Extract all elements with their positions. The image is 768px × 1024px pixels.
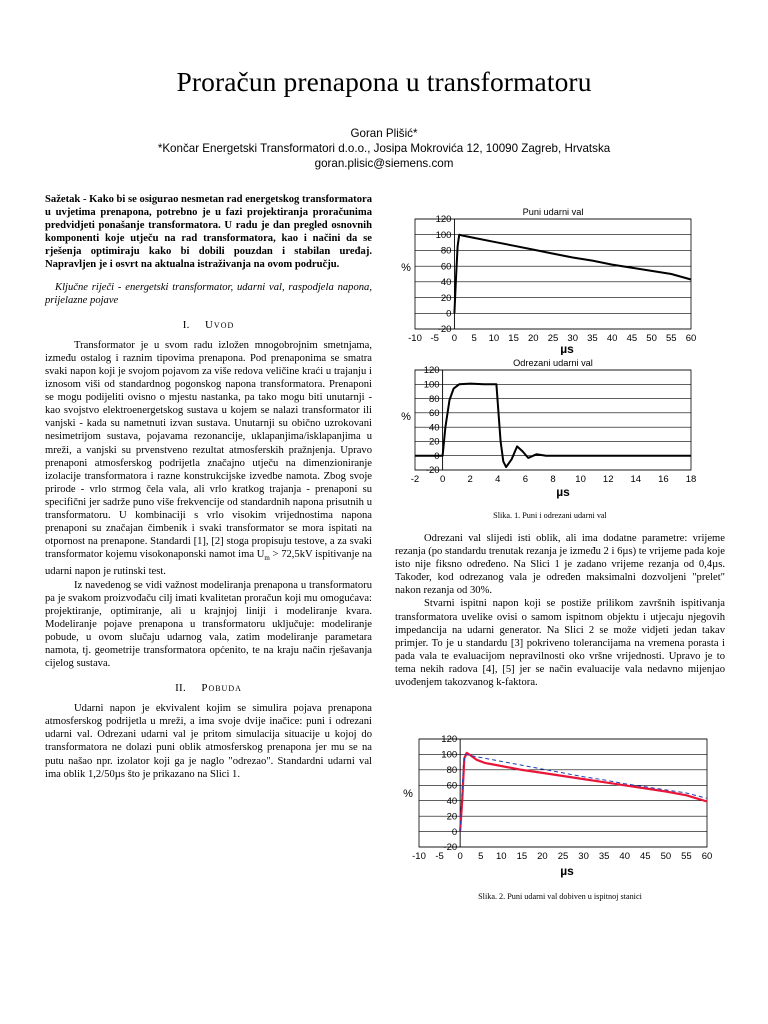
x-tick-label: 35 — [587, 333, 598, 344]
y-tick-label: 120 — [441, 734, 458, 746]
x-tick-label: 10 — [488, 333, 500, 344]
section-number: II. — [175, 682, 187, 695]
y-tick-label: 60 — [440, 261, 452, 273]
author-block — [0, 126, 768, 171]
x-tick-label: 12 — [602, 474, 614, 485]
chart-title: Odrezani udarni val — [513, 358, 593, 368]
y-tick-label: 20 — [429, 436, 440, 448]
section-number: I. — [182, 318, 190, 331]
y-tick-label: 0 — [446, 308, 452, 320]
x-tick-label: 35 — [598, 851, 610, 862]
series-line — [454, 235, 691, 314]
y-tick-label: 60 — [429, 408, 440, 420]
x-tick-label: 40 — [619, 851, 631, 862]
x-tick-label: 16 — [658, 474, 669, 485]
x-tick-label: 14 — [630, 474, 642, 485]
section-heading-uvod — [45, 319, 372, 331]
y-tick-label: 100 — [423, 379, 440, 391]
x-tick-label: 45 — [639, 851, 651, 862]
x-tick-label: 25 — [547, 333, 559, 344]
x-tick-label: 5 — [471, 333, 477, 344]
y-axis-label: % — [403, 788, 413, 800]
x-tick-label: 20 — [537, 851, 548, 862]
y-tick-label: 80 — [446, 765, 458, 777]
left-column — [45, 193, 372, 781]
x-tick-label: 10 — [575, 474, 586, 485]
section-heading-pobuda — [45, 682, 372, 694]
x-tick-label: 55 — [681, 851, 692, 862]
y-tick-label: 40 — [440, 277, 452, 289]
x-tick-label: 40 — [606, 333, 618, 344]
x-tick-label: 18 — [685, 474, 697, 485]
x-tick-label: 5 — [478, 851, 484, 862]
uvod-p1-end: > 72,5kV ispitivanje na udarni napon je rutinski test. — [45, 549, 372, 578]
paper-title: Proračun prenapona u transformatoru — [176, 66, 592, 97]
x-tick-label: 0 — [451, 333, 458, 344]
figure-2-caption: Slika. 2. Puni udarni val dobiven u ispitnoj stanici — [478, 892, 642, 901]
x-tick-label: 60 — [701, 851, 713, 862]
x-tick-label: 60 — [685, 333, 697, 344]
y-tick-label: 80 — [440, 245, 452, 257]
y-tick-label: 60 — [446, 780, 458, 792]
x-tick-label: 6 — [522, 474, 529, 485]
x-tick-label: -2 — [410, 474, 420, 485]
right-paragraph-1: Odrezani val slijedi isti oblik, ali ima dodatne parametre: vrijeme rezanja (po standardu trenutak rezanja je između 2 i 6µs) te vrijeme pada koje isto nije fiksno određeno. Na Slici 1 je zadano vrijeme rezanja od 0,4µs. Također, kod odrezanog vala je određen maksimalni dozvoljeni "prelet" nakon rezanja od 30%. — [395, 533, 725, 597]
y-tick-label: 20 — [446, 811, 458, 823]
right-paragraph-2: Stvarni ispitni napon koji se postiže prilikom završnih ispitivanja transformatora uvelike ovisi o samom ispitnom objektu i utjecaju njegovih impedancija na udarni generator. Na Slici 2 se može vidjeti jedan takav primjer. To je u standardu [3] pokriveno tolerancijama na vremena porasta i pada vala te evaluacijom nepravilnosti oko vršne vrijednosti. Upravo je to tema nekih radova [4], [5] jer se način evaluacije vala nedavno mijenjao uvođenjem takozvanog k-faktora. — [395, 598, 725, 689]
y-tick-label: 120 — [435, 214, 452, 226]
y-tick-label: 80 — [429, 393, 440, 405]
uvod-paragraph-2: Iz navedenog se vidi važnost modeliranja prenapona u transformatoru pa je svakom proizvođaču cilj imati kvalitetan proračun koji mu omogućava: projektiranje, optimiranje, ali u krajnjoj liniji i modeliranje kvara. Modeliranje pojave prenapona u transformatoru uključuje: modeliranje pobude, u ovom slučaju udarnog vala, zatim modeliranje parametara namota, tj. geometrije transformatora općenito, te na kraju način rješavanja cijelog sustava. — [45, 579, 372, 670]
figure-1-caption: Slika. 1. Puni i odrezani udarni val — [493, 511, 607, 520]
y-tick-label: -20 — [437, 324, 452, 336]
y-tick-label: -20 — [425, 465, 440, 477]
x-tick-label: -10 — [412, 851, 426, 862]
x-tick-label: -5 — [430, 333, 439, 344]
x-tick-label: 50 — [660, 851, 672, 862]
abstract: Sažetak - Kako bi se osigurao nesmetan rad energetskog transformatora u uvjetima prenapona, potrebno je u fazi projektiranja proračunima predvidjeti ponašanje transformatora. U radu je dan pregled osnovnih komponenti koje utječu na rad transformatora, kao i načini da se rješenja optimiraju kako bi dobili pouzdan i stabilan uređaj. Napravljen je i osvrt na aktualna istraživanja na ovom području. — [45, 194, 372, 271]
series-line — [415, 384, 691, 468]
author-email[interactable]: goran.plisic@siemens.com — [314, 157, 454, 170]
y-axis-label: % — [401, 411, 411, 423]
pobuda-paragraph-1: Udarni napon je ekvivalent kojim se simulira pojava prenapona atmosferskog podrijetla u mreži, a ima svoje dvije inačice: puni i odrezani udarni val. Odrezani udarni val je pritom simulacija situacije u kojoj do transformatora ne dolazi puni oblik atmosferskog prenapona jer mu se na putu našao npr. izolator koji ga je naglo "odrezao". Standardni udarni val ima oblik 1,2/50µs što je prikazano na Slici 1. — [45, 703, 372, 780]
x-tick-label: 25 — [557, 851, 569, 862]
uvod-paragraph-1 — [45, 339, 372, 579]
section-title: Pobuda — [201, 682, 242, 695]
x-tick-label: 10 — [495, 851, 507, 862]
x-tick-label: 55 — [665, 333, 677, 344]
chart-title: Puni udarni val — [522, 207, 584, 217]
y-tick-label: 20 — [440, 292, 452, 304]
x-tick-label: 15 — [508, 333, 519, 344]
y-tick-label: 0 — [434, 450, 440, 462]
chart-stvarni-udarni-val — [395, 728, 720, 880]
x-tick-label: 0 — [439, 474, 446, 485]
x-tick-label: -10 — [408, 333, 422, 344]
y-tick-label: 100 — [435, 229, 452, 241]
y-tick-label: 0 — [451, 826, 458, 838]
chart-puni-udarni-val — [395, 205, 700, 355]
x-tick-label: 8 — [550, 474, 556, 485]
y-tick-label: 100 — [441, 749, 458, 761]
x-tick-label: 4 — [495, 474, 501, 485]
y-tick-label: 40 — [446, 795, 458, 807]
x-tick-label: 30 — [567, 333, 579, 344]
subscript-m: m — [264, 554, 270, 563]
author-name: Goran Plišić* — [350, 127, 418, 140]
chart-odrezani-udarni-val — [395, 356, 700, 504]
x-tick-label: 50 — [646, 333, 657, 344]
x-tick-label: 0 — [457, 851, 463, 862]
y-tick-label: -20 — [443, 842, 458, 854]
section-title: Uvod — [204, 318, 235, 331]
y-axis-label: % — [401, 262, 411, 274]
x-tick-label: 45 — [626, 333, 638, 344]
uvod-p1-text: Transformator je u svom radu izložen mnogobrojnim smetnjama, između ostalog i raznim tipovima prenapona. Pod prenaponima se smatra svaki napon koji je svojom pojavom za više redova veličine kraći u trajanju i iznosom viši od standardnog pogonskog napona transformatora. Prenaponi se mogu podijeliti ovisno o mjestu nastanka, pa tako mogu biti unutarnji - kao svojstvo elektroenergetskog sustava u kojem se nalazi transformator ili vanjski - kada su nametnuti izvan sustava. Unutarnji su obično uzrokovani nesimetrijom sustava, pojavama rezonancije, uklapanjima/isklapanjima u mreži, a vanjski su prvenstveno rezultat atmosferskih pražnjenja. Upravo prenaponi atmosferskog podrijetla značajno utječu na dimenzioniranje izolacije transformatora i razne konstrukcijske izvedbe namota. Zbog svoje prirode - vrlo strmog čela vala, ali vrlo kratkog trajanja - prenaponi su specifični jer sadrže puno više frekvencije od standardnih napona prisutnih u transformatoru. U kombinaciji s vrlo visokim vrijednostima napona prenaponi su značajan čimbenik i svaki transformator se mora ispitati na otpornost na prenapone. Standardi [1], [2] stoga propisuju testove, a za svaki transformator kojemu visokonaponski namot ima U — [45, 339, 372, 561]
x-tick-label: 20 — [527, 333, 539, 344]
x-tick-label: 30 — [578, 851, 589, 862]
keywords: Ključne riječi - energetski transformator, udarni val, raspodjela napona, prijelazne pojave — [45, 281, 372, 306]
y-tick-label: 120 — [423, 365, 440, 377]
x-tick-label: 2 — [467, 474, 473, 485]
x-axis-label: µs — [560, 342, 574, 355]
x-tick-label: 15 — [516, 851, 528, 862]
series-line — [460, 753, 707, 832]
x-tick-label: -5 — [435, 851, 444, 862]
author-affiliation: *Končar Energetski Transformatori d.o.o., Josipa Mokrovića 12, 10090 Zagreb, Hrvatska — [157, 142, 611, 155]
x-axis-label: µs — [560, 864, 574, 878]
x-axis-label: µs — [556, 485, 570, 499]
right-column — [395, 532, 725, 689]
y-tick-label: 40 — [429, 422, 440, 434]
